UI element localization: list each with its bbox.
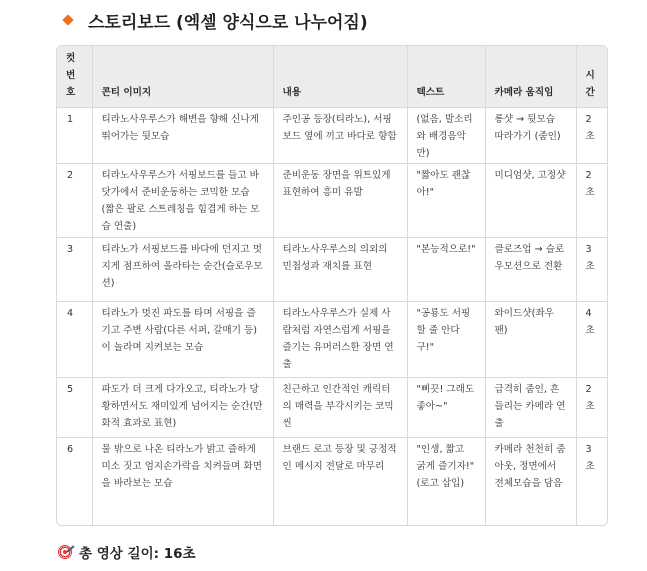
text-cell: "삐끗! 그래도 좋아~" (407, 377, 485, 437)
column-header-text: 텍스트 (407, 46, 485, 107)
time-cell: 4초 (576, 301, 608, 377)
text-cell: "짧아도 괜찮아!" (407, 163, 485, 237)
storyboard-table (57, 46, 608, 525)
storyboard-table-container (56, 45, 608, 526)
time-cell: 3초 (576, 237, 608, 301)
camera-cell: 급격히 줌인, 흔들리는 카메라 연출 (485, 377, 576, 437)
conti-image-cell: 티라노가 서핑보드를 바다에 던지고 멋지게 점프하여 올라타는 순간(슬로우모션) (92, 237, 273, 301)
cut-number-cell: 6 (57, 437, 92, 525)
diamond-bullet-icon (62, 14, 73, 25)
cut-number-cell: 1 (57, 107, 92, 163)
table-row (57, 107, 608, 163)
conti-image-cell: 티라노사우루스가 해변을 향해 신나게 뛰어가는 뒷모습 (92, 107, 273, 163)
cut-number-cell: 2 (57, 163, 92, 237)
camera-cell: 와이드샷(좌우 팬) (485, 301, 576, 377)
column-header-time: 시 간 (576, 46, 608, 107)
table-row (57, 237, 608, 301)
conti-image-cell: 티라노사우루스가 서핑보드를 들고 바닷가에서 준비운동하는 코믹한 모습 (짧은 팔로 스트레칭을 힘겹게 하는 모습 연출) (92, 163, 273, 237)
total-duration (58, 542, 196, 562)
text-cell: "공룡도 서핑할 줄 안다구!" (407, 301, 485, 377)
cut-number-cell: 5 (57, 377, 92, 437)
table-row (57, 377, 608, 437)
time-cell: 2초 (576, 107, 608, 163)
camera-cell: 카메라 천천히 줌아웃, 정면에서 전체모습을 담음 (485, 437, 576, 525)
content-cell: 브랜드 로고 등장 및 긍정적인 메시지 전달로 마무리 (273, 437, 407, 525)
table-row (57, 437, 608, 525)
camera-cell: 클로즈업 → 슬로우모션으로 전환 (485, 237, 576, 301)
cut-number-cell: 3 (57, 237, 92, 301)
page-title: 스토리보드 (엑셀 양식으로 나누어짐) (88, 12, 368, 33)
table-header-row (57, 46, 608, 107)
column-header-content: 내용 (273, 46, 407, 107)
text-cell: "인생, 짧고 굵게 즐기자!" (로고 삽입) (407, 437, 485, 525)
conti-image-cell: 파도가 더 크게 다가오고, 티라노가 당황하면서도 재미있게 넘어지는 순간(만화적 효과로 표현) (92, 377, 273, 437)
content-cell: 준비운동 장면을 위트있게 표현하여 흥미 유발 (273, 163, 407, 237)
time-cell: 2초 (576, 163, 608, 237)
content-cell: 티라노사우루스의 의외의 민첩성과 재치를 표현 (273, 237, 407, 301)
time-cell: 2초 (576, 377, 608, 437)
total-duration-label: 총 영상 길이: 16초 (79, 546, 196, 562)
text-cell: (없음, 발소리와 배경음악만) (407, 107, 485, 163)
content-cell: 주인공 등장(티라노), 서핑보드 옆에 끼고 바다로 향함 (273, 107, 407, 163)
camera-cell: 미디엄샷, 고정샷 (485, 163, 576, 237)
text-cell: "본능적으로!" (407, 237, 485, 301)
column-header-camera: 카메라 움직임 (485, 46, 576, 107)
table-row (57, 163, 608, 237)
conti-image-cell: 물 밖으로 나온 티라노가 밝고 즐하게 미소 짓고 엄지손가락을 치켜들며 화면을 바라보는 모습 (92, 437, 273, 525)
column-header-cut-number: 컷 번 호 (57, 46, 92, 107)
table-row (57, 301, 608, 377)
content-cell: 친근하고 인간적인 캐릭터의 매력을 부각시키는 코믹씬 (273, 377, 407, 437)
time-cell: 3초 (585, 443, 595, 472)
section-heading (60, 8, 368, 32)
camera-cell: 롱샷 → 뒷모습 따라가기 (줌인) (485, 107, 576, 163)
column-header-conti-image: 콘티 이미지 (92, 46, 273, 107)
conti-image-cell: 티라노가 멋진 파도를 타며 서핑을 즐기고 주변 사람(다른 서퍼, 갈매기 등)이 놀라며 지켜보는 모습 (92, 301, 273, 377)
content-cell: 티라노사우루스가 실제 사람처럼 자연스럽게 서핑을 즐기는 유머러스한 장면 연출 (273, 301, 407, 377)
target-icon (58, 545, 72, 559)
cut-number-cell: 4 (57, 301, 92, 377)
